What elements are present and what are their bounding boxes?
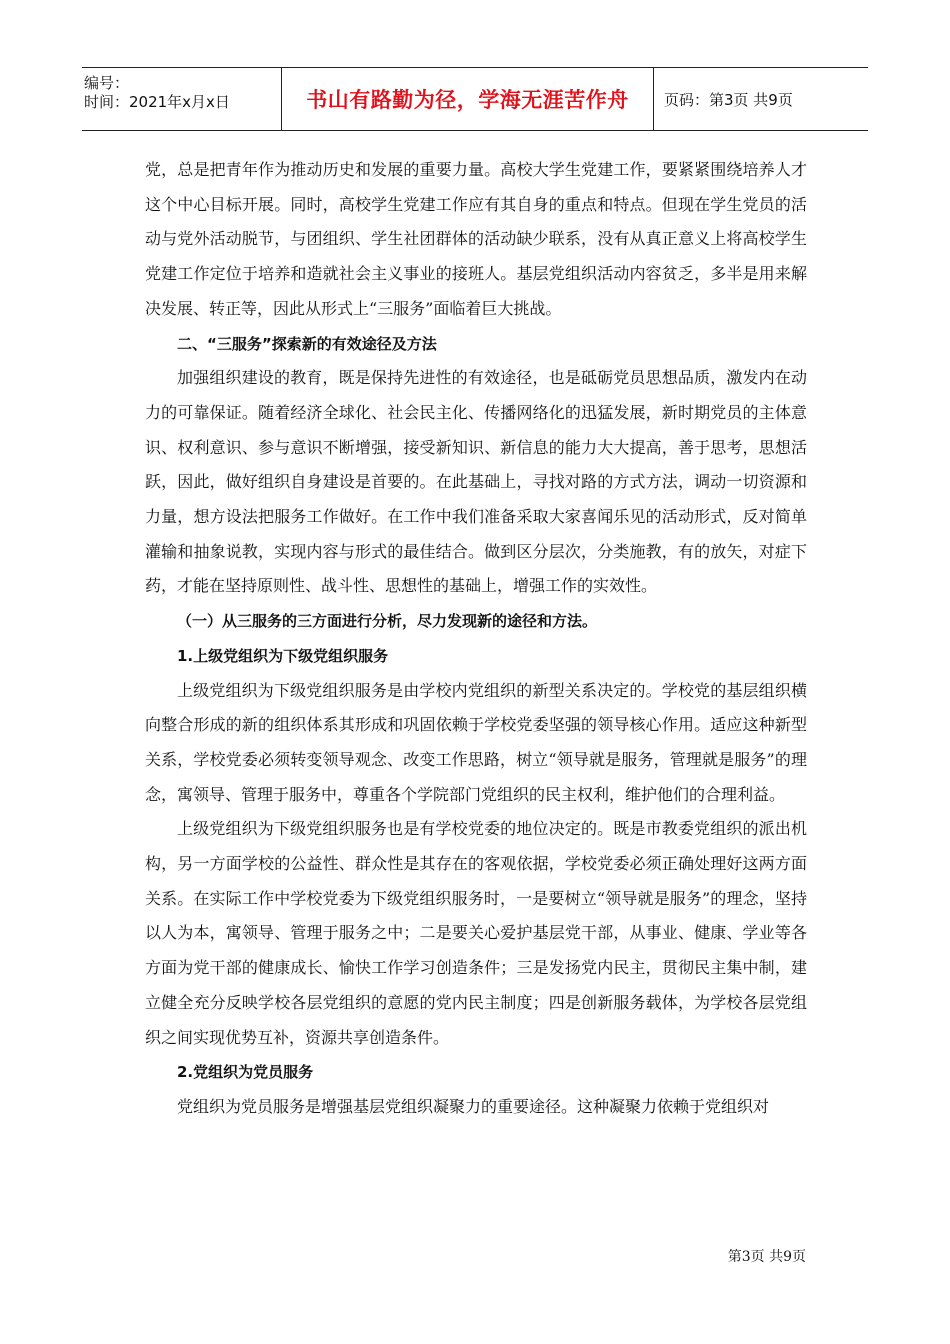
header-page-number: 页码：第3页 共9页: [664, 90, 793, 109]
page-footer: 第3页 共9页: [727, 1249, 806, 1265]
page-header: [82, 67, 868, 131]
document-body: [145, 153, 807, 1125]
paragraph: 加强组织建设的教育，既是保持先进性的有效途径，也是砥砺党员思想品质，激发内在动力的可靠保证。随着经济全球化、社会民主化、传播网络化的迅猛发展，新时期党员的主体意识、权利意识、参与意识不断增强，接受新知识、新信息的能力大大提高，善于思考，思想活跃，因此，做好组织自身建设是首要的。在此基础上，寻找对路的方式方法，调动一切资源和力量，想方设法把服务工作做好。在工作中我们准备采取大家喜闻乐见的活动形式，反对简单灌输和抽象说教，实现内容与形式的最佳结合。做到区分层次，分类施教，有的放矢，对症下药，才能在坚持原则性、战斗性、思想性的基础上，增强工作的实效性。: [145, 368, 807, 596]
item-heading: 1.上级党组织为下级党组织服务: [177, 646, 389, 665]
paragraph: 上级党组织为下级党组织服务也是有学校党委的地位决定的。既是市教委党组织的派出机构，另一方面学校的公益性、群众性是其存在的客观依据，学校党委必须正确处理好这两方面关系。在实际工作中学校党委为下级党组织服务时，一是要树立“领导就是服务”的理念，坚持以人为本，寓领导、管理于服务之中；二是要关心爱护基层党干部，从事业、健康、学业等各方面为党干部的健康成长、愉快工作学习创造条件；三是发扬党内民主，贯彻民主集中制，建立健全充分反映学校各层党组织的意愿的党内民主制度；四是创新服务载体，为学校各层党组织之间实现优势互补，资源共享创造条件。: [145, 819, 807, 1047]
paragraph: 党组织为党员服务是增强基层党组织凝聚力的重要途径。这种凝聚力依赖于党组织对: [177, 1096, 770, 1116]
paragraph: 党，总是把青年作为推动历史和发展的重要力量。高校大学生党建工作，要紧紧围绕培养人才这个中心目标开展。同时，高校学生党建工作应有其自身的重点和特点。但现在学生党员的活动与党外活动脱节，与团组织、学生社团群体的活动缺少联系，没有从真正意义上将高校学生党建工作定位于培养和造就社会主义事业的接班人。基层党组织活动内容贫乏，多半是用来解决发展、转正等，因此从形式上“三服务”面临着巨大挑战。: [145, 160, 807, 318]
item-heading: 2.党组织为党员服务: [177, 1063, 314, 1082]
time-label: 时间：2021年x月x日: [84, 93, 230, 111]
serial-label: 编号：: [84, 74, 130, 92]
subsection-heading: （一）从三服务的三方面进行分析，尽力发现新的途径和方法。: [177, 612, 598, 631]
header-meta: [82, 68, 282, 130]
paragraph: 上级党组织为下级党组织服务是由学校内党组织的新型关系决定的。学校党的基层组织横向整合形成的新的组织体系其形成和巩固依赖于学校党委坚强的领导核心作用。适应这种新型关系，学校党委必须转变领导观念、改变工作思路，树立“领导就是服务，管理就是服务”的理念，寓领导、管理于服务中，尊重各个学院部门党组织的民主权利，维护他们的合理利益。: [145, 680, 807, 804]
section-heading: 二、“三服务”探索新的有效途径及方法: [177, 334, 437, 353]
header-motto: 书山有路勤为径，学海无涯苦作舟: [282, 68, 654, 130]
